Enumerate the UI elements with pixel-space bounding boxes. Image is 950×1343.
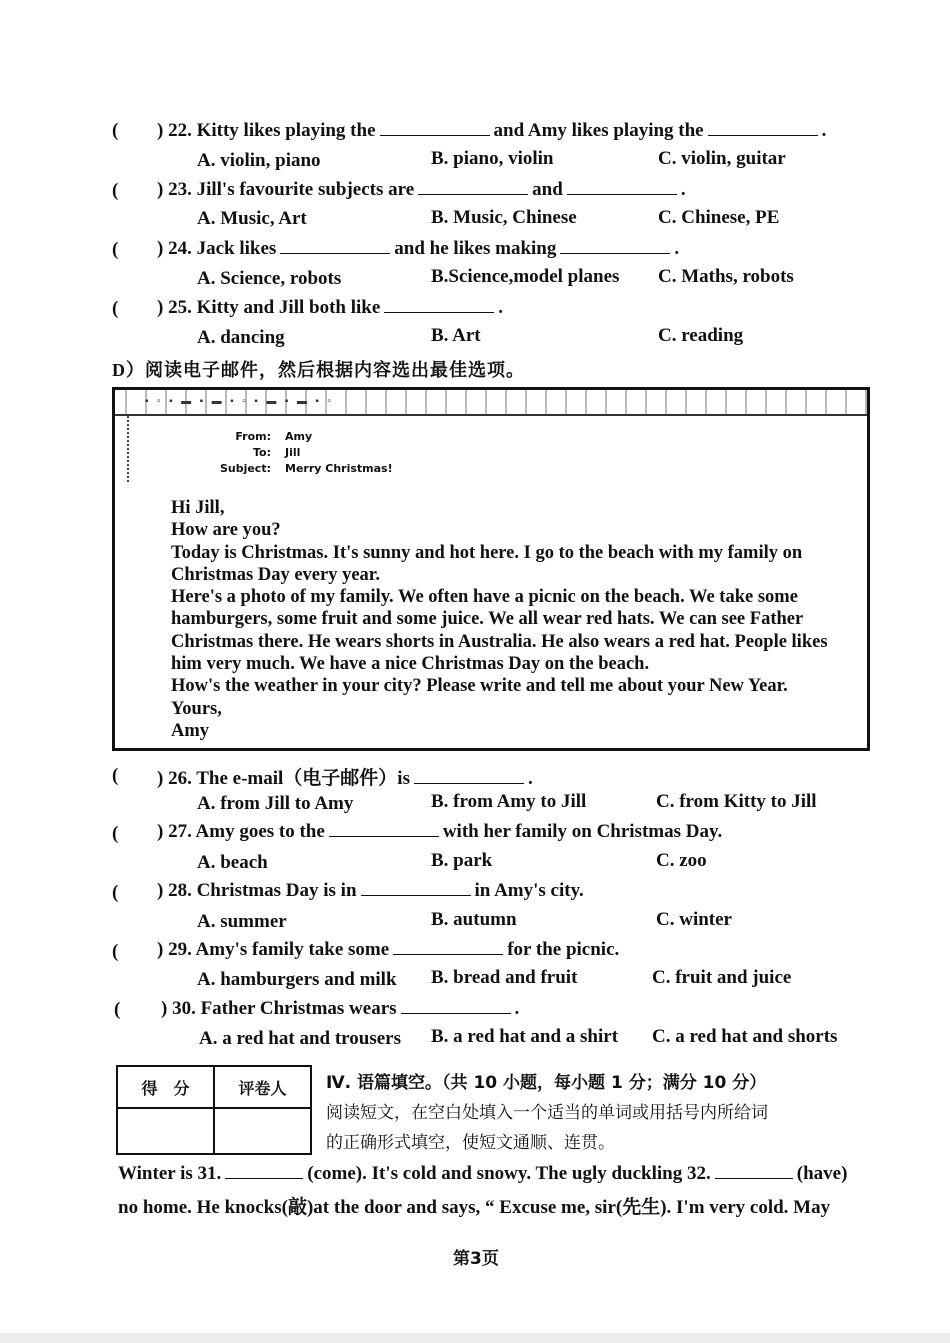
option-a[interactable]: A. a red hat and trousers [199, 1028, 401, 1049]
blank-31[interactable] [225, 1164, 303, 1179]
option-b[interactable]: B. Art [431, 325, 481, 346]
option-c[interactable]: C. fruit and juice [652, 967, 792, 988]
email-line: How are you? [171, 520, 281, 541]
answer-paren[interactable]: ( [112, 765, 119, 786]
answer-paren[interactable]: ( [112, 882, 119, 903]
email-line: Amy [171, 720, 210, 741]
email-line: Yours, [171, 698, 222, 719]
question-text: ) 29. Amy's family take some for the picnic. [157, 939, 620, 960]
answer-paren[interactable]: ( [112, 120, 119, 141]
email-line: Christmas Day every year. [171, 564, 380, 585]
option-b[interactable]: B. park [431, 850, 493, 871]
score-header: 得 分 [117, 1066, 214, 1108]
score-cell[interactable] [117, 1108, 214, 1154]
option-c[interactable]: C. a red hat and shorts [652, 1026, 838, 1047]
option-a[interactable]: A. beach [197, 852, 268, 873]
option-b[interactable]: B. from Amy to Jill [431, 791, 587, 812]
option-c[interactable]: C. from Kitty to Jill [656, 791, 817, 812]
option-b[interactable]: B.Science,model planes [431, 266, 620, 287]
option-a[interactable]: A. hamburgers and milk [197, 969, 397, 990]
email-line: Here's a photo of my family. We often have a picnic on the beach. We take some [171, 587, 798, 608]
subject-label: Subject: [219, 462, 271, 475]
option-c[interactable]: C. Maths, robots [658, 266, 794, 287]
grader-header: 评卷人 [214, 1066, 311, 1108]
email-window-toolbar [115, 390, 867, 416]
question-text: ) 24. Jack likes and he likes making . [157, 238, 680, 259]
answer-paren[interactable]: ( [112, 941, 119, 962]
from-value: Amy [285, 430, 313, 443]
option-a[interactable]: A. Music, Art [197, 208, 307, 229]
option-a[interactable]: A. Science, robots [197, 268, 342, 289]
option-c[interactable]: C. reading [658, 325, 744, 346]
option-c[interactable]: C. Chinese, PE [658, 207, 780, 228]
option-b[interactable]: B. autumn [431, 909, 517, 930]
section-iv-title: Ⅳ. 语篇填空。（共 10 小题，每小题 1 分；满分 10 分） [326, 1073, 767, 1093]
section-iv-instruction: 阅读短文，在空白处填入一个适当的单词或用括号内所给词 [326, 1103, 768, 1123]
email-line: him very much. We have a nice Christmas Day on the beach. [171, 654, 650, 675]
answer-paren[interactable]: ( [112, 823, 119, 844]
question-text: ) 26. The e-mail（电子邮件）is . [157, 768, 533, 789]
to-label: To: [253, 446, 271, 459]
option-a[interactable]: A. dancing [197, 327, 285, 348]
passage-line-2: no home. He knocks(敲)at the door and says, “ Excuse me, sir(先生). I'm very cold. May [118, 1197, 831, 1218]
toolbar-decoration-icon: ▪ ▫ ▪ ▬ ▪ ▬ ▪ ▫ ▪ ▬ ▪ ▬ ▪ ▫ [145, 396, 334, 407]
from-label: From: [235, 430, 271, 443]
answer-paren[interactable]: ( [112, 298, 119, 319]
section-iv-instruction: 的正确形式填空，使短文通顺、连贯。 [326, 1133, 615, 1153]
email-box [112, 387, 870, 751]
blank-32[interactable] [715, 1164, 793, 1179]
question-text: ) 30. Father Christmas wears . [161, 998, 520, 1019]
question-text: ) 25. Kitty and Jill both like . [157, 297, 504, 318]
email-body [171, 497, 828, 742]
page-number: 第3页 [453, 1249, 499, 1269]
option-b[interactable]: B. a red hat and a shirt [431, 1026, 619, 1047]
subject-value: Merry Christmas! [285, 462, 393, 475]
email-line: How's the weather in your city? Please write and tell me about your New Year. [171, 676, 788, 697]
option-a[interactable]: A. summer [197, 911, 287, 932]
option-b[interactable]: B. Music, Chinese [431, 207, 577, 228]
to-value: Jill [285, 446, 301, 459]
email-line: Today is Christmas. It's sunny and hot here. I go to the beach with my family on [171, 542, 803, 563]
option-c[interactable]: C. zoo [656, 850, 707, 871]
question-text: ) 28. Christmas Day is in in Amy's city. [157, 880, 584, 901]
email-line: Christmas there. He wears shorts in Australia. He also wears a red hat. People likes [171, 631, 828, 652]
grader-cell[interactable] [214, 1108, 311, 1154]
email-sidebar [119, 416, 129, 482]
answer-paren[interactable]: ( [112, 239, 119, 260]
option-c[interactable]: C. violin, guitar [658, 148, 786, 169]
score-table [116, 1065, 312, 1155]
email-line: hamburgers, some fruit and some juice. We all wear red hats. We can see Father [171, 609, 804, 630]
question-text: ) 27. Amy goes to the with her family on Christmas Day. [157, 821, 723, 842]
option-b[interactable]: B. piano, violin [431, 148, 554, 169]
question-text: ) 23. Jill's favourite subjects are and . [157, 179, 686, 200]
option-c[interactable]: C. winter [656, 909, 732, 930]
section-d-heading: D）阅读电子邮件，然后根据内容选出最佳选项。 [112, 360, 525, 380]
passage-line-1: Winter is 31. (come). It's cold and snowy. The ugly duckling 32. (have) [118, 1163, 848, 1184]
footer-bar [0, 1333, 950, 1343]
option-b[interactable]: B. bread and fruit [431, 967, 578, 988]
option-a[interactable]: A. violin, piano [197, 150, 321, 171]
answer-paren[interactable]: ( [112, 180, 119, 201]
option-a[interactable]: A. from Jill to Amy [197, 793, 354, 814]
email-line: Hi Jill, [171, 498, 225, 518]
answer-paren[interactable]: ( [114, 999, 121, 1020]
question-text: ) 22. Kitty likes playing the and Amy likes playing the . [157, 120, 827, 141]
